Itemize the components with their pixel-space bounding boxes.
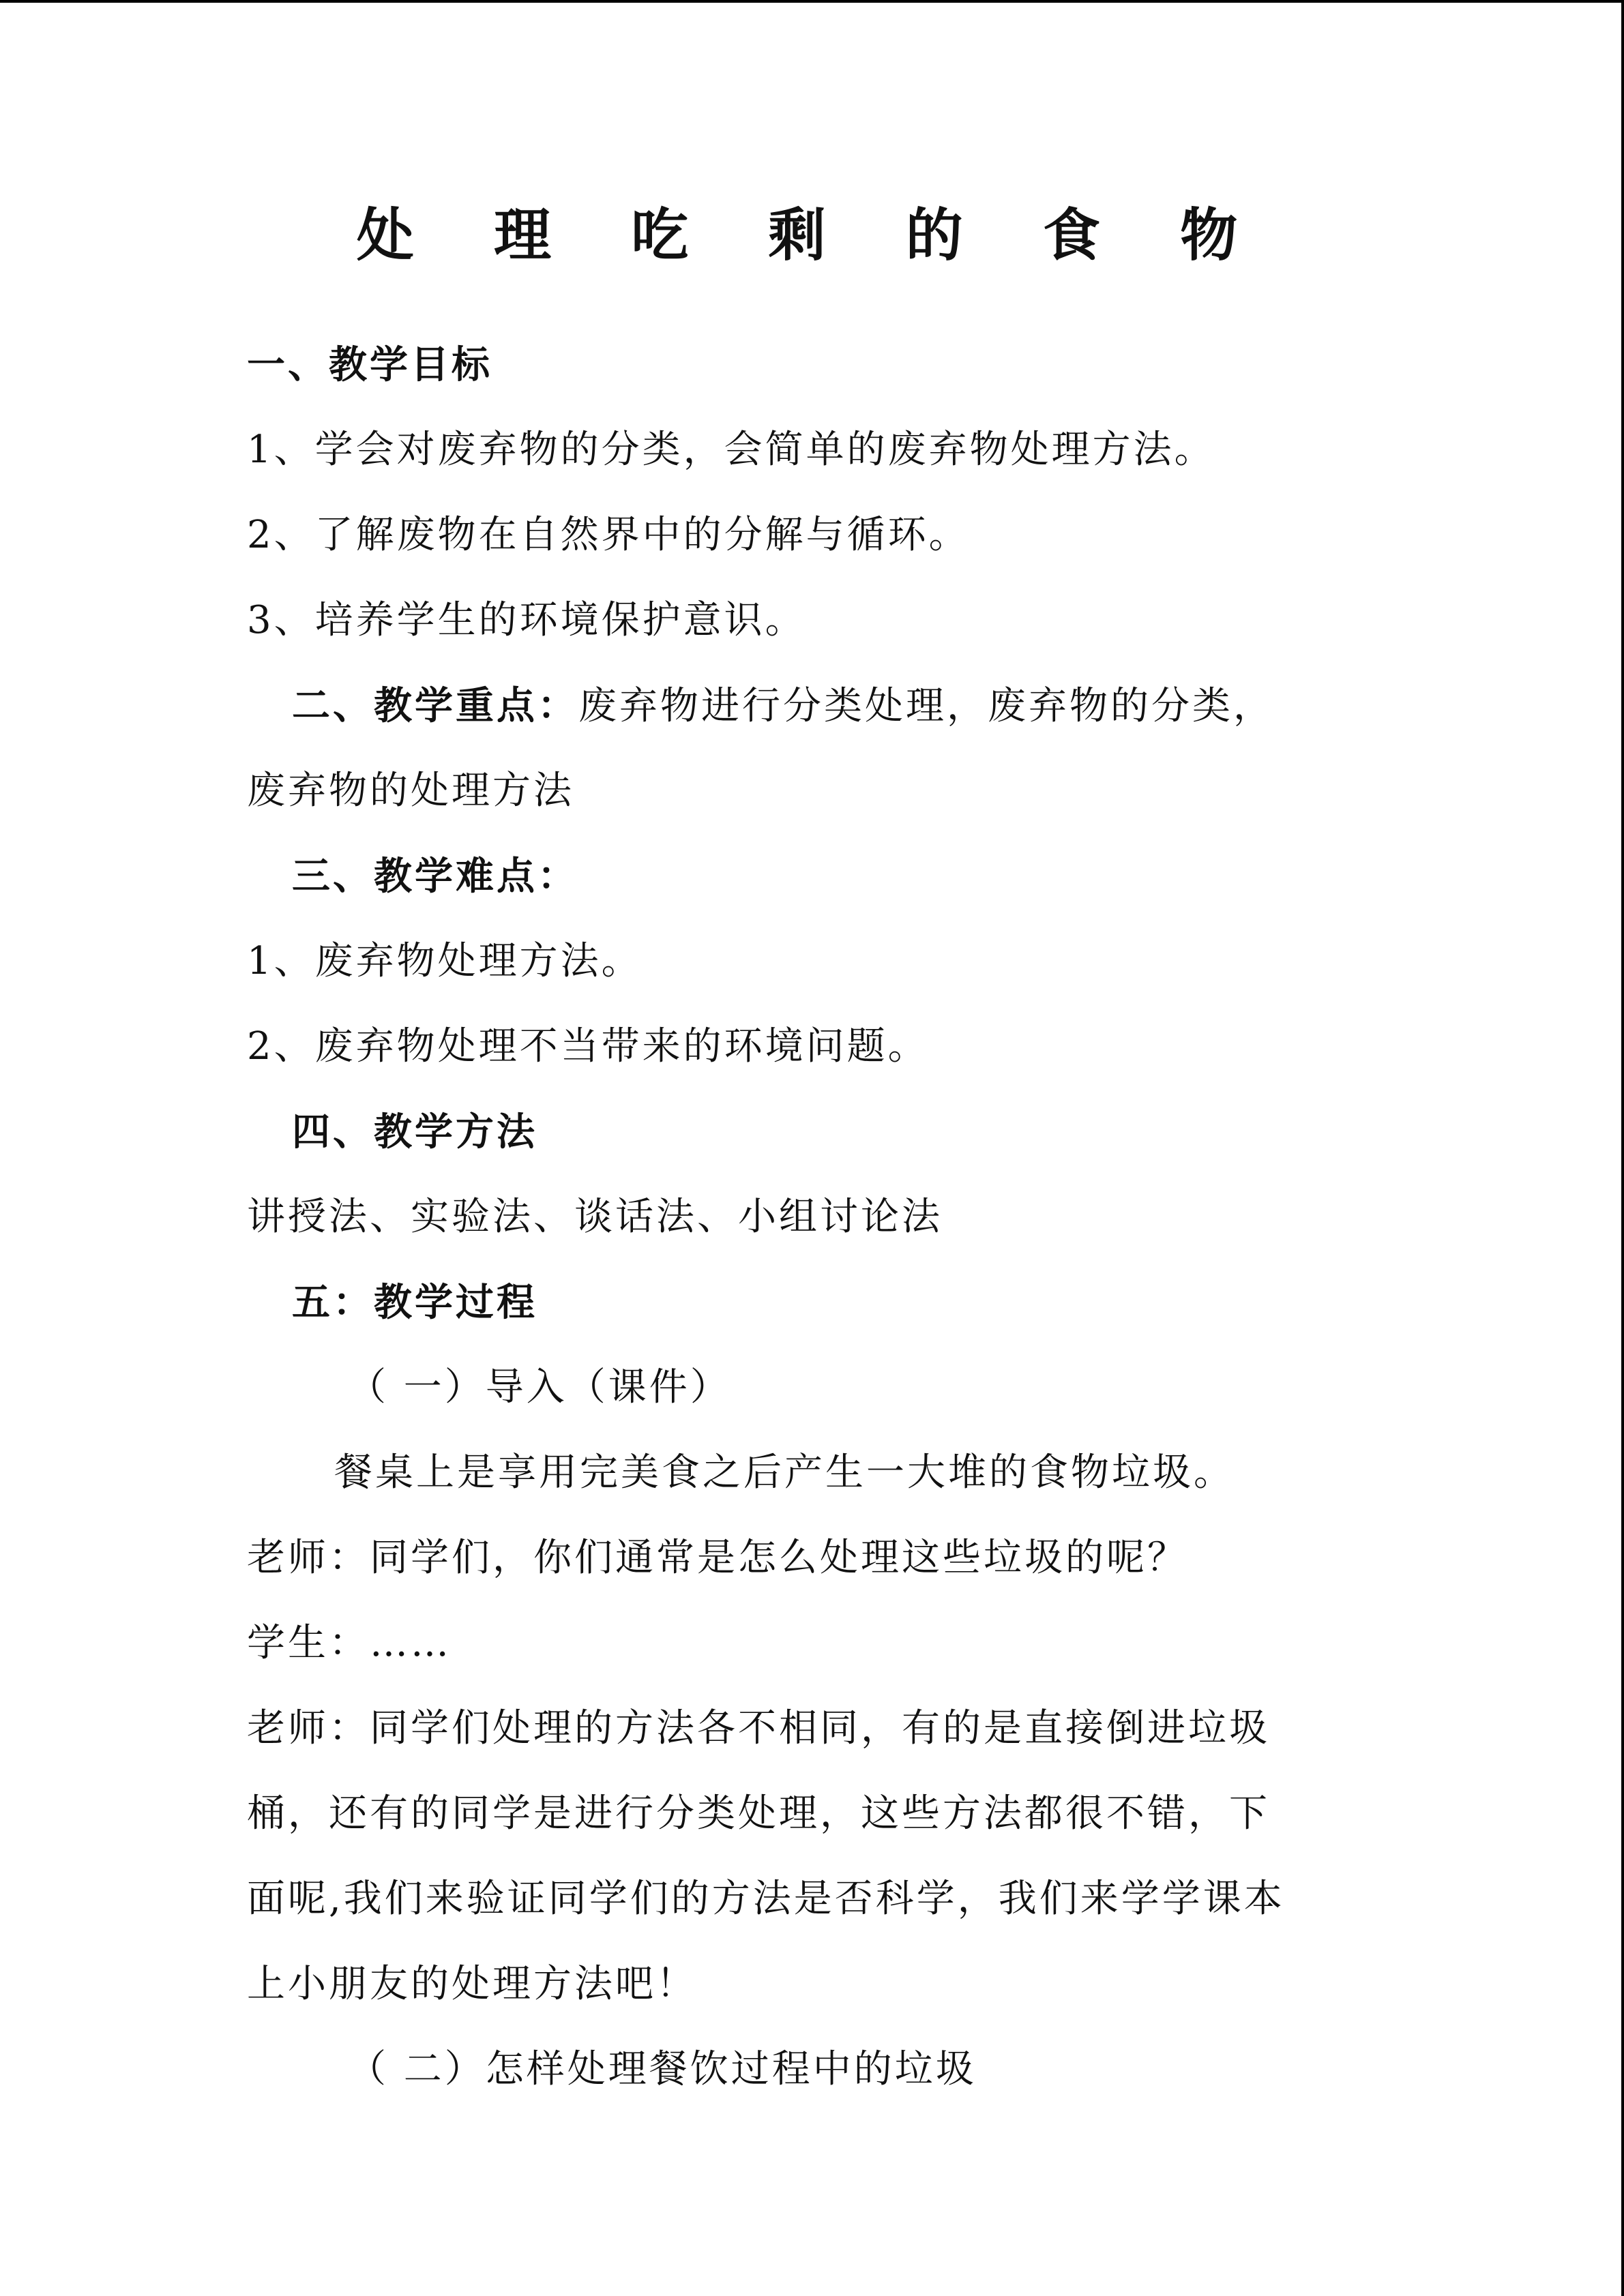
difficulty-2: 2、废弃物处理不当带来的环境问题。 [247,1024,929,1069]
subheading-introduction: （ 一）导入（课件） [348,1365,731,1410]
objective-3: 3、培养学生的环境保护意识。 [247,598,806,642]
teacher-remark-line-3: 面呢,我们来验证同学们的方法是否科学，我们来学学课本 [247,1877,1285,1921]
teacher-remark-line-1: 老师：同学们处理的方法各不相同，有的是直接倒进垃圾 [247,1706,1270,1750]
intro-scene: 餐桌上是享用完美食之后产生一大堆的食物垃圾。 [334,1450,1235,1495]
key-points-paragraph [292,679,1274,734]
heading-teaching-objectives: 一、教学目标 [247,342,492,387]
difficulty-1: 1、废弃物处理方法。 [247,939,643,983]
right-border [1621,0,1624,2296]
heading-difficulties: 三、教学难点： [292,854,578,899]
heading-methods: 四、教学方法 [292,1109,537,1154]
key-points-text: 废弃物进行分类处理，废弃物的分类， [578,684,1274,728]
objective-2: 2、了解废物在自然界中的分解与循环。 [247,513,970,557]
teacher-remark-line-2: 桶，还有的同学是进行分类处理，这些方法都很不错，下 [247,1791,1270,1836]
top-border [0,0,1624,3]
subheading-handling-waste: （ 二）怎样处理餐饮过程中的垃圾 [348,2047,977,2091]
objective-1: 1、学会对废弃物的分类，会简单的废弃物处理方法。 [247,428,1215,472]
student-answer: 学生：…… [247,1621,452,1665]
methods-text: 讲授法、实验法、谈话法、小组讨论法 [247,1195,943,1239]
page-title: 处 理 吃 剩 的 食 物 [356,201,1268,269]
teacher-question: 老师：同学们，你们通常是怎么处理这些垃圾的呢？ [247,1536,1188,1580]
heading-key-points: 二、教学重点： [292,683,578,728]
teacher-remark-line-4: 上小朋友的处理方法吧！ [247,1962,697,2006]
heading-process: 五：教学过程 [292,1280,537,1325]
key-points-text-continued: 废弃物的处理方法 [247,769,574,813]
